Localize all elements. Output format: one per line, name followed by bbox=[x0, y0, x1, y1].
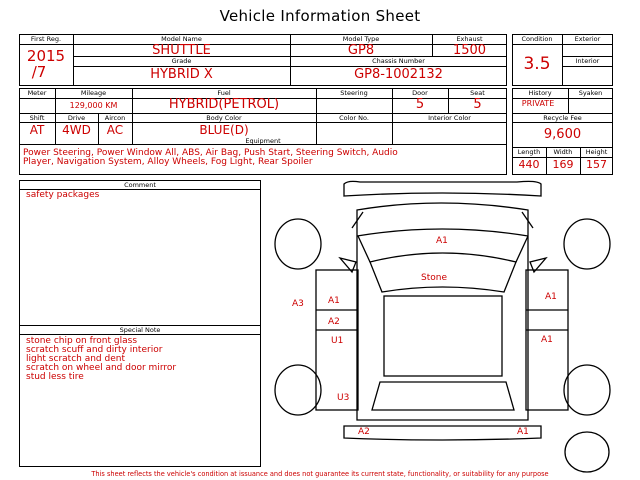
steering-label: Steering bbox=[340, 89, 368, 97]
model-type-label: Model Type bbox=[342, 35, 380, 43]
condition-value: 3.5 bbox=[523, 54, 551, 74]
rear-window bbox=[372, 382, 514, 410]
roof bbox=[384, 296, 502, 376]
comment-label: Comment bbox=[124, 181, 156, 189]
equipment-line: Power Steering, Power Window All, ABS, Air Bag, Push Start, Steering Switch, Audio bbox=[23, 148, 398, 158]
width-label: Width bbox=[553, 148, 573, 156]
seat-label: Seat bbox=[470, 89, 485, 97]
first-reg-label: First Reg. bbox=[30, 35, 62, 43]
first-reg-month: /7 bbox=[31, 63, 47, 81]
rear-bumper bbox=[344, 426, 541, 440]
right-rear-wheel bbox=[564, 365, 610, 415]
grade-value: HYBRID X bbox=[150, 67, 213, 82]
mileage-value: 129,000 KM bbox=[69, 101, 118, 110]
special-note-line: scratch on wheel and door mirror bbox=[26, 363, 177, 373]
damage-mark-windshield: Stone bbox=[421, 273, 447, 283]
length-value: 440 bbox=[518, 158, 540, 171]
special-note-line: scratch scuff and dirty interior bbox=[26, 345, 163, 355]
special-note-label: Special Note bbox=[119, 326, 161, 334]
chassis-number-value: GP8-1002132 bbox=[354, 67, 443, 82]
damage-mark-rear-interior: U3 bbox=[337, 393, 350, 403]
body-color-value: BLUE(D) bbox=[199, 123, 249, 137]
damage-mark-left-front-fender: A3 bbox=[292, 299, 304, 309]
equipment-label: Equipment bbox=[245, 137, 281, 145]
car-outline bbox=[275, 181, 610, 472]
history-label: History bbox=[528, 89, 552, 97]
recycle-fee-label: Recycle Fee bbox=[543, 114, 582, 122]
drive-value: 4WD bbox=[62, 123, 91, 137]
seat-value: 5 bbox=[473, 97, 482, 112]
exhaust-label: Exhaust bbox=[456, 35, 483, 43]
damage-mark-left-rear: A2 bbox=[358, 427, 370, 437]
equipment-line: Player, Navigation System, Alloy Wheels, Fog Light, Rear Spoiler bbox=[23, 157, 313, 167]
length-label: Length bbox=[517, 148, 541, 156]
fuel-label: Fuel bbox=[217, 89, 231, 97]
condition-label: Condition bbox=[521, 35, 553, 43]
left-front-wheel bbox=[275, 219, 321, 269]
body-color-label: Body Color bbox=[206, 114, 242, 122]
interior-color-label: Interior Color bbox=[428, 114, 471, 122]
door-value: 5 bbox=[415, 97, 425, 112]
hood-line bbox=[357, 229, 528, 236]
damage-mark-left-front-door: A1 bbox=[328, 296, 340, 306]
special-note-line: light scratch and dent bbox=[26, 354, 125, 364]
model-type-value: GP8 bbox=[347, 43, 375, 58]
model-name-value: SHUTTLE bbox=[152, 43, 211, 58]
left-rear-wheel bbox=[275, 365, 321, 415]
history-value: PRIVATE bbox=[521, 99, 555, 108]
damage-mark-right-front-door: A1 bbox=[545, 292, 557, 302]
damage-mark-hood: A1 bbox=[436, 236, 448, 246]
color-no-label: Color No. bbox=[339, 114, 369, 122]
recycle-fee-value: 9,600 bbox=[543, 127, 582, 142]
first-reg-year: 2015 bbox=[26, 47, 66, 65]
height-label: Height bbox=[585, 148, 608, 156]
special-note-line: stud less tire bbox=[26, 372, 84, 382]
special-note-line: stone chip on front glass bbox=[26, 336, 138, 346]
interior-label: Interior bbox=[575, 57, 600, 65]
spare-wheel bbox=[565, 432, 609, 472]
exhaust-value: 1500 bbox=[452, 43, 487, 58]
drive-label: Drive bbox=[67, 114, 86, 122]
disclaimer: This sheet reflects the vehicle's condition at issuance and does not guarantee its current state, functionality, or suitability for any purpose bbox=[91, 470, 549, 478]
damage-mark-right-rear: A1 bbox=[517, 427, 529, 437]
chassis-number-label: Chassis Number bbox=[372, 57, 425, 65]
door-label: Door bbox=[412, 89, 428, 97]
damage-mark-left-rear-door: A2 bbox=[328, 317, 340, 327]
damage-mark-right-rear-door: A1 bbox=[541, 335, 553, 345]
comment-line: safety packages bbox=[26, 190, 100, 200]
right-front-wheel bbox=[564, 219, 610, 269]
height-value: 157 bbox=[586, 158, 607, 171]
sheet-title: Vehicle Information Sheet bbox=[219, 7, 421, 25]
aircon-value: AC bbox=[106, 123, 124, 137]
fuel-value: HYBRID(PETROL) bbox=[168, 97, 280, 112]
shift-label: Shift bbox=[29, 114, 45, 122]
model-name-label: Model Name bbox=[161, 35, 202, 43]
width-value: 169 bbox=[552, 158, 574, 171]
syaken-label: Syaken bbox=[578, 89, 603, 97]
meter-label: Meter bbox=[27, 89, 47, 97]
aircon-label: Aircon bbox=[104, 114, 126, 122]
grade-label: Grade bbox=[171, 57, 192, 65]
shift-value: AT bbox=[29, 123, 45, 137]
damage-mark-interior: U1 bbox=[331, 336, 344, 346]
exterior-label: Exterior bbox=[574, 35, 601, 43]
front-bumper bbox=[344, 181, 541, 196]
mileage-label: Mileage bbox=[80, 89, 107, 97]
